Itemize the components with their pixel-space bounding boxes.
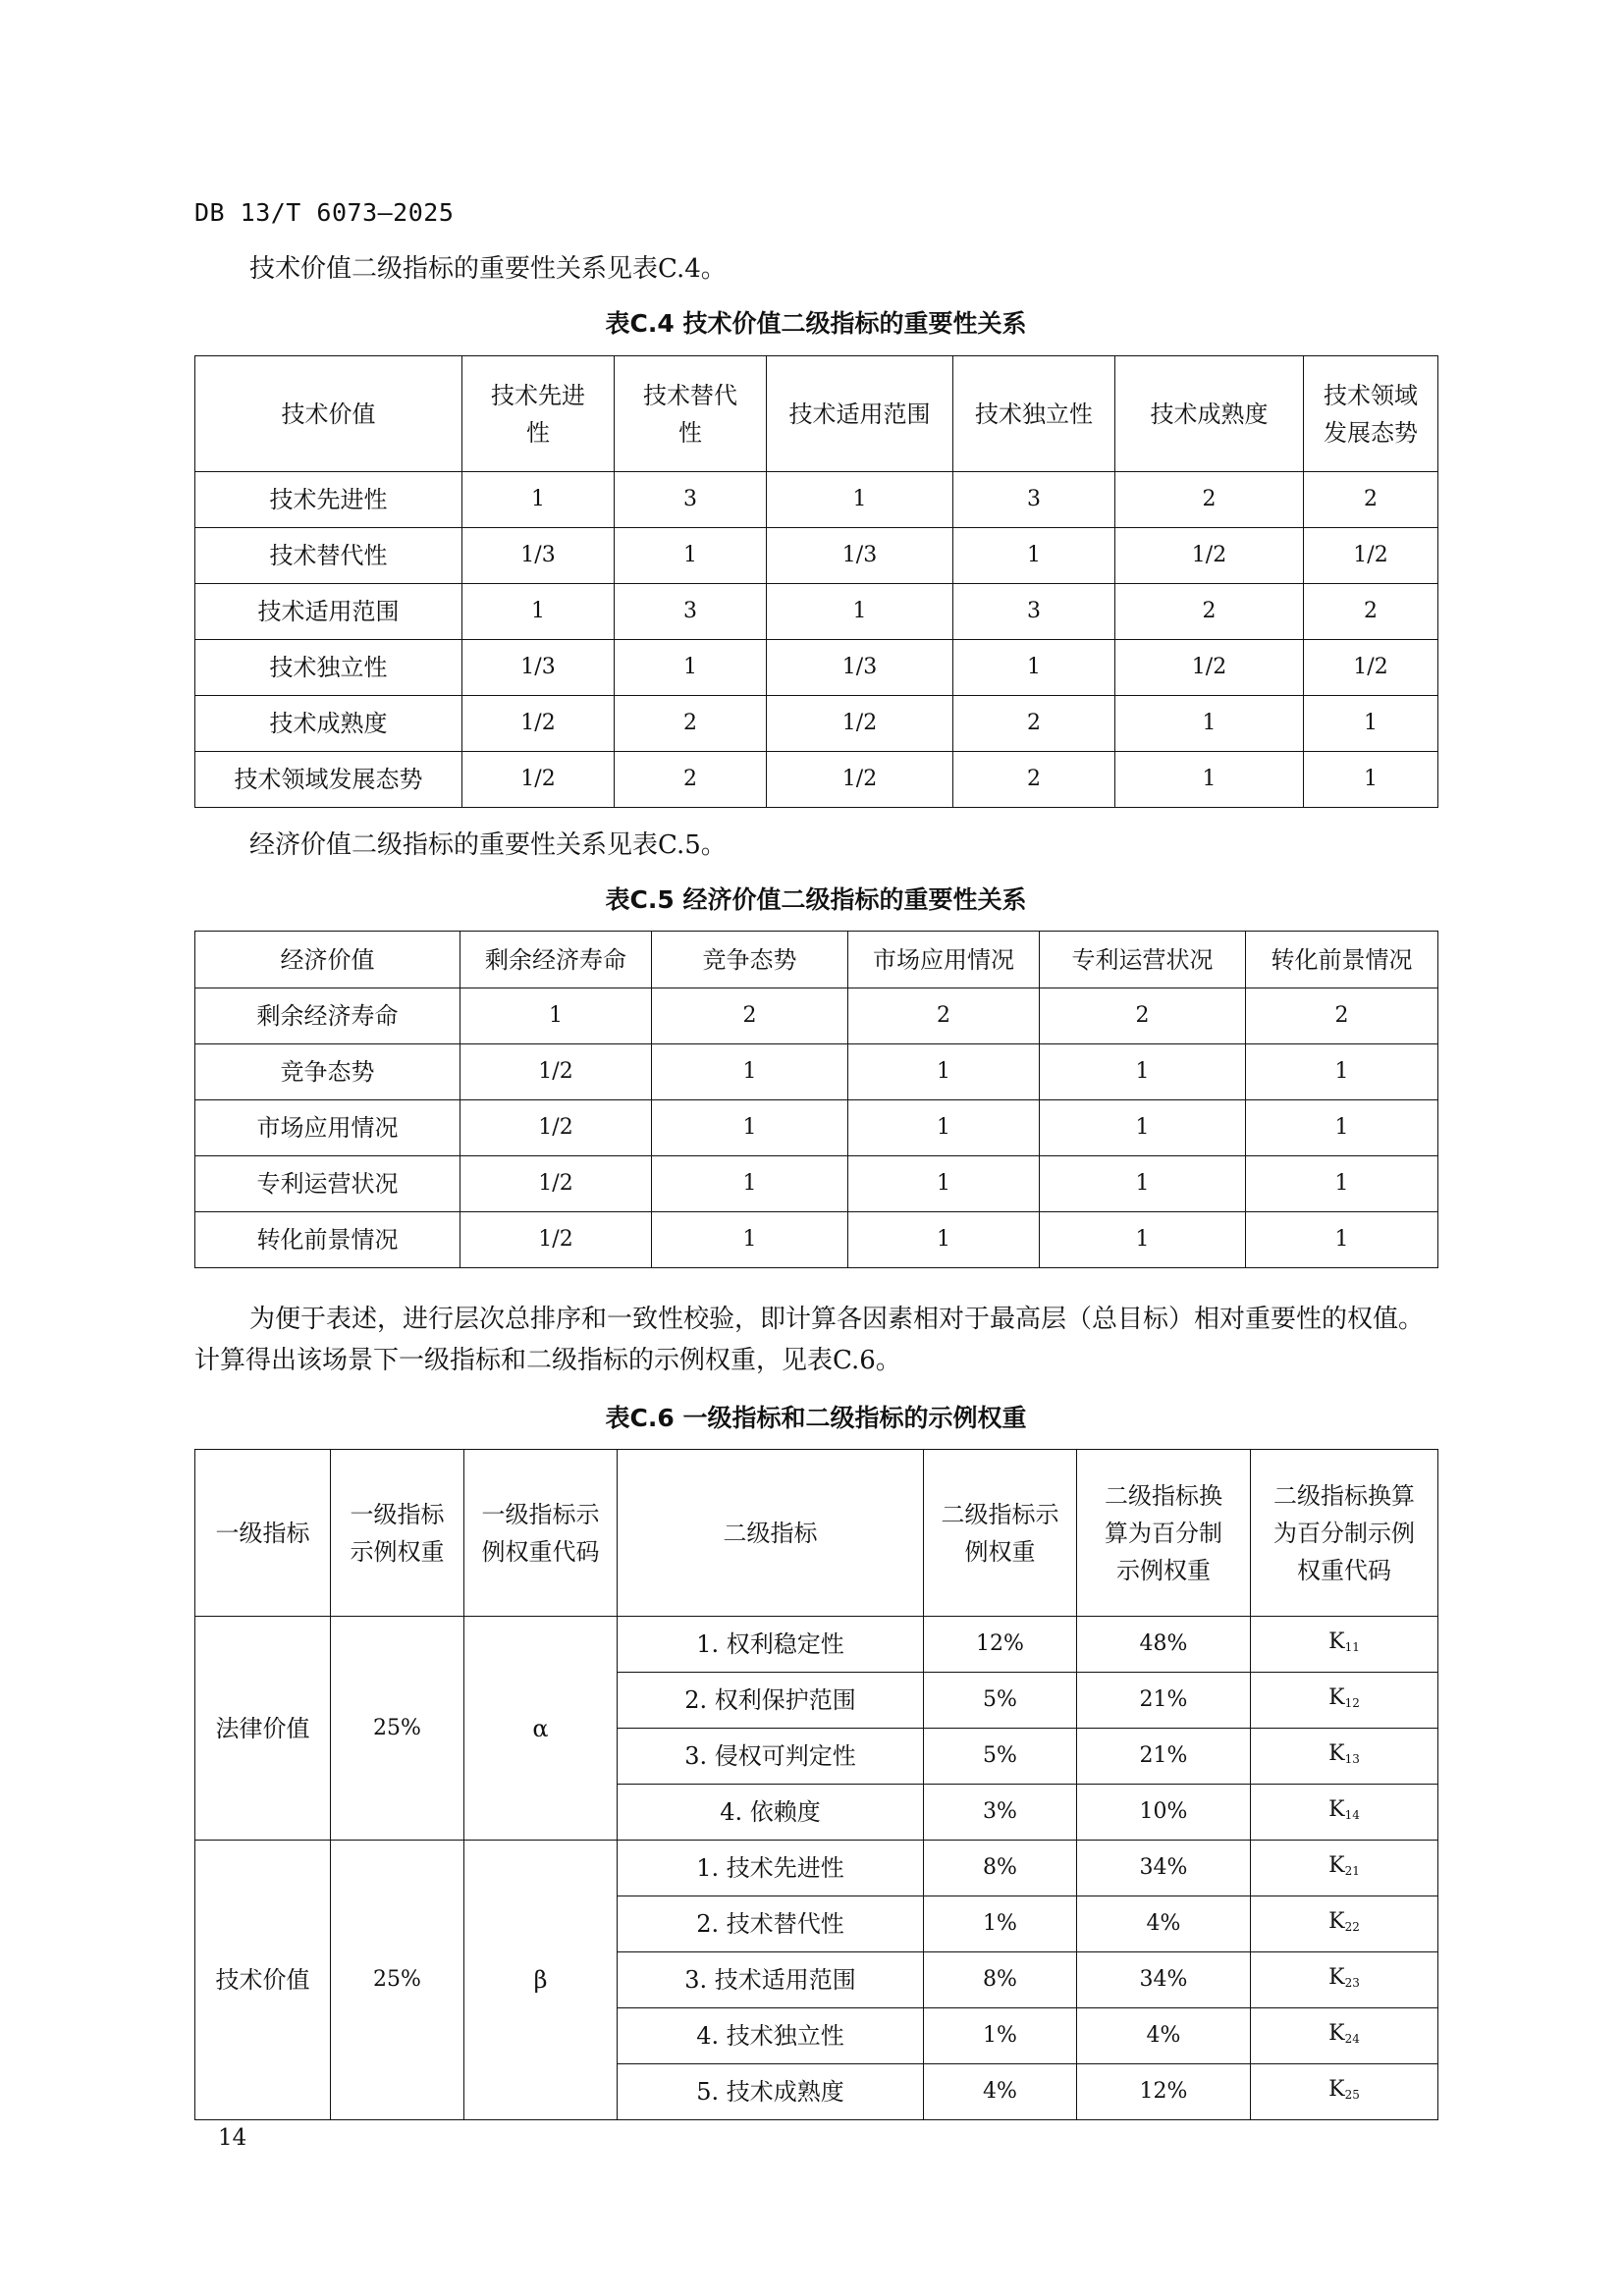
sub-indicator-code <box>1251 2064 1438 2120</box>
sub-indicator-name: 1. 权利稳定性 <box>618 1617 924 1673</box>
table-cell: 2 <box>1246 988 1438 1044</box>
row-label: 专利运营状况 <box>195 1156 460 1212</box>
sub-indicator-code <box>1251 1785 1438 1841</box>
table-row <box>195 1156 1438 1212</box>
table-cell: 1/2 <box>460 1100 652 1156</box>
table-cell: 1/2 <box>460 1212 652 1268</box>
code-letter: K <box>1328 1684 1345 1710</box>
group-name: 法律价值 <box>195 1617 331 1841</box>
column-header <box>953 356 1115 472</box>
table-cell: 1 <box>953 640 1115 696</box>
table-cell: 1 <box>615 528 767 584</box>
table-cell: 1 <box>652 1100 848 1156</box>
code-subscript: 11 <box>1344 1639 1360 1654</box>
table-cell: 2 <box>1304 472 1438 528</box>
row-label: 转化前景情况 <box>195 1212 460 1268</box>
group-weight: 25% <box>331 1617 464 1841</box>
code-letter: K <box>1328 1908 1345 1934</box>
table-cell: 1 <box>1040 1212 1246 1268</box>
table-cell: 1 <box>767 584 953 640</box>
table-cell: 2 <box>1040 988 1246 1044</box>
column-header: 转化前景情况 <box>1246 932 1438 988</box>
header-line: 技术价值 <box>281 400 376 428</box>
sub-indicator-name: 2. 技术替代性 <box>618 1896 924 1952</box>
table-c6-caption: 表C.6 一级指标和二级指标的示例权重 <box>605 1404 1027 1432</box>
table-c4 <box>194 355 1438 808</box>
row-label: 技术适用范围 <box>195 584 462 640</box>
sub-indicator-percent: 4% <box>1077 1896 1251 1952</box>
sub-indicator-weight: 8% <box>924 1952 1077 2008</box>
paragraph-c4-intro: 技术价值二级指标的重要性关系见表C.4。 <box>249 254 727 284</box>
header-line: 技术成熟度 <box>1150 400 1269 428</box>
header-line: 一级指标 <box>215 1519 310 1547</box>
code-letter: K <box>1328 2076 1345 2102</box>
code-letter: K <box>1328 1964 1345 1990</box>
row-label: 技术独立性 <box>195 640 462 696</box>
sub-indicator-percent: 48% <box>1077 1617 1251 1673</box>
sub-indicator-code <box>1251 1729 1438 1785</box>
table-row <box>195 640 1438 696</box>
group-code: α <box>464 1617 618 1841</box>
table-cell: 2 <box>615 752 767 808</box>
sub-indicator-code <box>1251 1896 1438 1952</box>
table-c6 <box>194 1449 1438 2120</box>
header-line: 二级指标示 <box>941 1500 1059 1528</box>
table-cell: 1 <box>953 528 1115 584</box>
header-line: 示例权重 <box>1116 1556 1211 1584</box>
table-cell: 2 <box>1115 472 1304 528</box>
table-row <box>195 472 1438 528</box>
code-letter: K <box>1328 1629 1345 1654</box>
column-header <box>464 1450 618 1617</box>
table-cell: 2 <box>652 988 848 1044</box>
row-label: 技术替代性 <box>195 528 462 584</box>
table-cell: 2 <box>1115 584 1304 640</box>
row-label: 剩余经济寿命 <box>195 988 460 1044</box>
sub-indicator-weight: 5% <box>924 1729 1077 1785</box>
table-cell: 1 <box>1246 1156 1438 1212</box>
table-cell: 3 <box>953 472 1115 528</box>
sub-indicator-code <box>1251 1952 1438 2008</box>
header-line: 技术领域 <box>1324 381 1418 409</box>
row-label: 竞争态势 <box>195 1044 460 1100</box>
header-line: 示例权重 <box>350 1537 445 1566</box>
table-row <box>195 584 1438 640</box>
code-letter: K <box>1328 2020 1345 2046</box>
header-line: 二级指标 <box>723 1519 818 1547</box>
table-row <box>195 1841 1438 1896</box>
column-header <box>924 1450 1077 1617</box>
code-subscript: 23 <box>1344 1975 1360 1990</box>
sub-indicator-percent: 21% <box>1077 1729 1251 1785</box>
table-cell: 1/2 <box>462 696 615 752</box>
header-line: 二级指标换算 <box>1273 1481 1415 1510</box>
table-cell: 2 <box>953 696 1115 752</box>
column-header <box>767 356 953 472</box>
column-header <box>1251 1450 1438 1617</box>
column-header: 竞争态势 <box>652 932 848 988</box>
header-line: 权重代码 <box>1297 1556 1391 1584</box>
header-line: 技术适用范围 <box>788 400 931 428</box>
table-cell: 2 <box>615 696 767 752</box>
code-subscript: 22 <box>1344 1919 1360 1934</box>
header-line: 发展态势 <box>1324 418 1418 447</box>
table-cell: 3 <box>953 584 1115 640</box>
header-line: 技术独立性 <box>975 400 1093 428</box>
table-cell: 1/3 <box>462 640 615 696</box>
column-header <box>618 1450 924 1617</box>
row-label: 技术先进性 <box>195 472 462 528</box>
table-cell: 1/2 <box>1304 640 1438 696</box>
sub-indicator-code <box>1251 1617 1438 1673</box>
table-cell: 1 <box>1115 696 1304 752</box>
table-cell: 1/3 <box>767 528 953 584</box>
column-header <box>1304 356 1438 472</box>
column-header: 经济价值 <box>195 932 460 988</box>
sub-indicator-name: 4. 技术独立性 <box>618 2008 924 2064</box>
table-cell: 1 <box>848 1156 1040 1212</box>
header-line: 一级指标示 <box>481 1500 600 1528</box>
sub-indicator-percent: 12% <box>1077 2064 1251 2120</box>
sub-indicator-weight: 1% <box>924 1896 1077 1952</box>
sub-indicator-weight: 12% <box>924 1617 1077 1673</box>
sub-indicator-code <box>1251 2008 1438 2064</box>
table-cell: 1 <box>848 1100 1040 1156</box>
table-row <box>195 1044 1438 1100</box>
code-subscript: 24 <box>1344 2031 1360 2046</box>
table-cell: 1 <box>1115 752 1304 808</box>
group-weight: 25% <box>331 1841 464 2120</box>
column-header <box>615 356 767 472</box>
sub-indicator-name: 4. 依赖度 <box>618 1785 924 1841</box>
sub-indicator-name: 1. 技术先进性 <box>618 1841 924 1896</box>
table-row <box>195 696 1438 752</box>
code-letter: K <box>1328 1852 1345 1878</box>
sub-indicator-weight: 3% <box>924 1785 1077 1841</box>
code-subscript: 14 <box>1344 1807 1360 1822</box>
sub-indicator-name: 5. 技术成熟度 <box>618 2064 924 2120</box>
sub-indicator-weight: 5% <box>924 1673 1077 1729</box>
table-cell: 1/2 <box>462 752 615 808</box>
code-subscript: 21 <box>1344 1863 1360 1878</box>
table-cell: 1/3 <box>462 528 615 584</box>
table-cell: 1 <box>1040 1100 1246 1156</box>
group-name: 技术价值 <box>195 1841 331 2120</box>
table-cell: 2 <box>1304 584 1438 640</box>
sub-indicator-percent: 21% <box>1077 1673 1251 1729</box>
code-letter: K <box>1328 1740 1345 1766</box>
table-cell: 1/2 <box>1304 528 1438 584</box>
table-cell: 1 <box>1246 1212 1438 1268</box>
table-cell: 2 <box>953 752 1115 808</box>
sub-indicator-percent: 34% <box>1077 1952 1251 2008</box>
code-letter: K <box>1328 1796 1345 1822</box>
column-header <box>331 1450 464 1617</box>
page-number: 14 <box>218 2125 247 2151</box>
sub-indicator-name: 3. 技术适用范围 <box>618 1952 924 2008</box>
table-row <box>195 1100 1438 1156</box>
row-label: 技术成熟度 <box>195 696 462 752</box>
sub-indicator-weight: 4% <box>924 2064 1077 2120</box>
table-cell: 1 <box>848 1212 1040 1268</box>
header-line: 性 <box>526 418 550 447</box>
column-header: 市场应用情况 <box>848 932 1040 988</box>
sub-indicator-percent: 4% <box>1077 2008 1251 2064</box>
table-cell: 1 <box>462 472 615 528</box>
sub-indicator-weight: 1% <box>924 2008 1077 2064</box>
table-row <box>195 1617 1438 1673</box>
table-cell: 1/2 <box>1115 528 1304 584</box>
document-id: DB 13/T 6073—2025 <box>194 198 455 227</box>
sub-indicator-weight: 8% <box>924 1841 1077 1896</box>
column-header: 剩余经济寿命 <box>460 932 652 988</box>
table-cell: 1 <box>1304 752 1438 808</box>
sub-indicator-percent: 10% <box>1077 1785 1251 1841</box>
code-subscript: 12 <box>1344 1695 1360 1710</box>
sub-indicator-percent: 34% <box>1077 1841 1251 1896</box>
table-cell: 1 <box>1304 696 1438 752</box>
table-cell: 1 <box>615 640 767 696</box>
table-cell: 1 <box>1246 1100 1438 1156</box>
table-cell: 3 <box>615 472 767 528</box>
table-cell: 1 <box>460 988 652 1044</box>
sub-indicator-name: 2. 权利保护范围 <box>618 1673 924 1729</box>
table-cell: 1/3 <box>767 640 953 696</box>
column-header <box>1077 1450 1251 1617</box>
group-code: β <box>464 1841 618 2120</box>
header-line: 算为百分制 <box>1105 1519 1222 1547</box>
table-cell: 1/2 <box>1115 640 1304 696</box>
header-line: 例权重代码 <box>481 1537 600 1566</box>
column-header <box>462 356 615 472</box>
row-label: 技术领域发展态势 <box>195 752 462 808</box>
code-subscript: 25 <box>1344 2087 1360 2102</box>
table-cell: 1 <box>848 1044 1040 1100</box>
row-label: 市场应用情况 <box>195 1100 460 1156</box>
table-row <box>195 528 1438 584</box>
sub-indicator-code <box>1251 1841 1438 1896</box>
header-line: 例权重 <box>964 1537 1036 1566</box>
table-row <box>195 988 1438 1044</box>
header-line: 技术先进 <box>491 381 585 409</box>
table-cell: 1 <box>652 1044 848 1100</box>
header-line: 为百分制示例 <box>1273 1519 1415 1547</box>
sub-indicator-code <box>1251 1673 1438 1729</box>
code-subscript: 13 <box>1344 1751 1360 1766</box>
table-cell: 1 <box>652 1156 848 1212</box>
paragraph-c5-intro: 经济价值二级指标的重要性关系见表C.5。 <box>249 830 727 860</box>
column-header <box>1115 356 1304 472</box>
column-header: 专利运营状况 <box>1040 932 1246 988</box>
header-line: 一级指标 <box>350 1500 445 1528</box>
table-cell: 1 <box>1040 1044 1246 1100</box>
sub-indicator-name: 3. 侵权可判定性 <box>618 1729 924 1785</box>
table-cell: 1/2 <box>767 696 953 752</box>
table-cell: 1 <box>1246 1044 1438 1100</box>
header-line: 技术替代 <box>643 381 737 409</box>
table-cell: 1 <box>1040 1156 1246 1212</box>
table-cell: 1 <box>652 1212 848 1268</box>
table-c5 <box>194 931 1438 1268</box>
table-cell: 1/2 <box>460 1044 652 1100</box>
header-line: 二级指标换 <box>1105 1481 1222 1510</box>
paragraph-c6-intro: 为便于表述，进行层次总排序和一致性校验，即计算各因素相对于最高层（总目标）相对重要性的权值。计算得出该场景下一级指标和二级指标的示例权重，见表C.6。 <box>194 1305 1425 1375</box>
column-header <box>195 1450 331 1617</box>
table-cell: 1 <box>767 472 953 528</box>
table-row <box>195 752 1438 808</box>
table-row <box>195 1212 1438 1268</box>
table-cell: 3 <box>615 584 767 640</box>
table-c5-caption: 表C.5 经济价值二级指标的重要性关系 <box>605 885 1027 914</box>
table-cell: 1/2 <box>767 752 953 808</box>
header-line: 性 <box>678 418 702 447</box>
table-cell: 1 <box>462 584 615 640</box>
column-header <box>195 356 462 472</box>
table-cell: 1/2 <box>460 1156 652 1212</box>
table-cell: 2 <box>848 988 1040 1044</box>
table-c4-caption: 表C.4 技术价值二级指标的重要性关系 <box>605 309 1027 338</box>
